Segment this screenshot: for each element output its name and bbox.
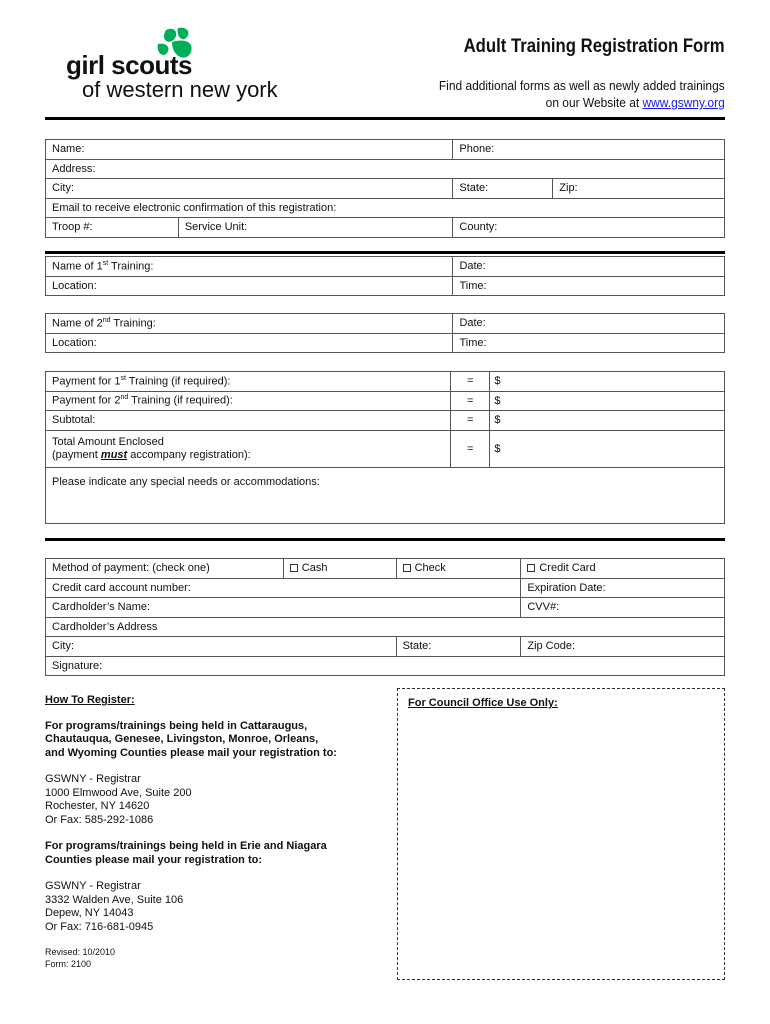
training-2-time-field[interactable]: Time: — [453, 333, 725, 353]
address-1-line-1: GSWNY - Registrar — [45, 773, 141, 785]
form-footer — [45, 947, 385, 970]
cash-checkbox[interactable] — [290, 564, 298, 572]
training-1-time-field[interactable]: Time: — [453, 276, 725, 296]
special-needs-label: Please indicate any special needs or accommodations: — [52, 476, 320, 488]
method-label: Method of payment: (check one) — [46, 559, 284, 579]
subtotal-eq: = — [450, 411, 489, 431]
payment-1-label — [46, 372, 451, 392]
method-table — [45, 558, 725, 676]
address-1-fax: Or Fax: 585-292-1086 — [45, 813, 154, 826]
cash-option[interactable] — [283, 559, 396, 579]
subtitle-line-1: Find additional forms as well as newly added trainings — [439, 78, 725, 93]
address-2-fax: Or Fax: 716-681-0945 — [45, 920, 154, 933]
special-needs-field[interactable] — [45, 467, 725, 524]
payment-2-post: Training (if required): — [128, 395, 233, 408]
check-option[interactable] — [396, 559, 521, 579]
cvv-field[interactable]: CVV#: — [521, 598, 725, 618]
card-state-field[interactable]: State: — [396, 637, 521, 657]
payment-1-pre: Payment for 1 — [52, 375, 121, 388]
howto-block-1-line-2: Chautauqua, Genesee, Livingston, Monroe, Orleans, — [45, 733, 319, 745]
zip-field[interactable]: Zip: — [553, 179, 725, 199]
howto-block-2 — [45, 840, 385, 867]
training-2-name-field[interactable] — [46, 314, 453, 334]
page-title: Adult Training Registration Form — [463, 36, 725, 57]
total-line-2-post: accompany registration): — [127, 448, 251, 461]
credit-checkbox[interactable] — [527, 564, 535, 572]
training-1-sup: st — [102, 259, 109, 267]
expiration-field[interactable]: Expiration Date: — [521, 578, 725, 598]
payment-1-sup: st — [120, 374, 126, 382]
check-checkbox[interactable] — [403, 564, 411, 572]
payment-2-pre: Payment for 2 — [52, 395, 121, 408]
city-field[interactable]: City: — [46, 179, 453, 199]
howto-heading: How To Register: — [45, 694, 135, 706]
total-amount-field[interactable]: $ — [490, 430, 725, 467]
revised-date: Revised: 10/2010 — [45, 947, 116, 957]
payment-table — [45, 371, 725, 468]
howto-block-2-line-2: Counties please mail your registration to: — [45, 853, 262, 866]
form-number: Form: 2100 — [45, 958, 92, 969]
credit-label: Credit Card — [539, 562, 596, 575]
total-eq: = — [450, 430, 489, 467]
training-2-table — [45, 313, 725, 353]
payment-2-sup: nd — [120, 394, 129, 402]
payment-2-amount-field[interactable]: $ — [490, 391, 725, 411]
total-line-1: Total Amount Enclosed — [52, 435, 164, 448]
payment-2-eq: = — [450, 391, 489, 411]
training-2-name-pre: Name of 2 — [52, 317, 103, 330]
address-rochester — [45, 773, 385, 827]
subtotal-label: Subtotal: — [46, 411, 451, 431]
subtitle-line-2 — [439, 94, 725, 111]
contact-table — [45, 139, 725, 238]
service-unit-field[interactable]: Service Unit: — [178, 218, 453, 238]
training-1-date-field[interactable]: Date: — [453, 257, 725, 277]
howto-block-1-line-3: and Wyoming Counties please mail your registration to: — [45, 746, 337, 759]
training-2-location-field[interactable]: Location: — [46, 333, 453, 353]
address-2-line-3: Depew, NY 14043 — [45, 907, 134, 919]
howto-block-2-line-1: For programs/trainings being held in Erie and Niagara — [45, 840, 327, 852]
email-field[interactable]: Email to receive electronic confirmation of this registration: — [46, 198, 725, 218]
training-1-location-field[interactable]: Location: — [46, 276, 453, 296]
training-2-name-post: Training: — [110, 317, 156, 330]
address-1-line-3: Rochester, NY 14620 — [45, 800, 150, 812]
training-1-name-pre: Name of 1 — [52, 260, 103, 273]
payment-2-label — [46, 391, 451, 411]
training-2-sup: nd — [102, 316, 111, 324]
section-rule-2 — [45, 538, 725, 541]
council-use-label: For Council Office Use Only: — [408, 697, 558, 709]
address-2-line-1: GSWNY - Registrar — [45, 880, 141, 892]
training-1-name-field[interactable] — [46, 257, 453, 277]
payment-1-amount-field[interactable]: $ — [490, 372, 725, 392]
council-use-box — [397, 688, 725, 980]
how-to-register — [45, 694, 385, 970]
credit-option[interactable] — [521, 559, 725, 579]
section-rule-1 — [45, 251, 725, 254]
card-zip-field[interactable]: Zip Code: — [521, 637, 725, 657]
name-field[interactable]: Name: — [46, 140, 453, 160]
total-line-2-pre: (payment — [52, 448, 101, 461]
troop-field[interactable]: Troop #: — [46, 218, 179, 238]
state-field[interactable]: State: — [453, 179, 553, 199]
address-depew — [45, 880, 385, 934]
payment-1-eq: = — [450, 372, 489, 392]
total-label — [46, 430, 451, 467]
county-field[interactable]: County: — [453, 218, 725, 238]
cc-number-field[interactable]: Credit card account number: — [46, 578, 521, 598]
total-line-2 — [52, 449, 444, 462]
training-1-table — [45, 256, 725, 296]
page-subtitle — [439, 77, 725, 111]
howto-block-1 — [45, 720, 385, 761]
address-2-line-2: 3332 Walden Ave, Suite 106 — [45, 893, 184, 906]
header-rule — [45, 117, 725, 120]
training-2-date-field[interactable]: Date: — [453, 314, 725, 334]
check-label: Check — [414, 562, 446, 575]
website-link[interactable]: www.gswny.org — [642, 95, 725, 110]
address-field[interactable]: Address: — [46, 159, 725, 179]
howto-block-1-line-1: For programs/trainings being held in Cattaraugus, — [45, 719, 308, 732]
subtitle-prefix: on our Website at — [545, 95, 643, 110]
cardholder-address-field[interactable]: Cardholder’s Address — [46, 617, 725, 637]
cardholder-name-field[interactable]: Cardholder’s Name: — [46, 598, 521, 618]
phone-field[interactable]: Phone: — [453, 140, 725, 160]
total-line-2-emphasis: must — [100, 448, 128, 461]
address-1-line-2: 1000 Elmwood Ave, Suite 200 — [45, 786, 192, 799]
logo-text-western-new-york: of western new york — [82, 77, 278, 102]
card-city-field[interactable]: City: — [46, 637, 397, 657]
payment-1-post: Training (if required): — [125, 375, 231, 388]
logo-text-girl-scouts: girl scouts — [66, 50, 192, 80]
subtotal-amount-field[interactable]: $ — [490, 411, 725, 431]
training-1-name-post: Training: — [108, 260, 154, 273]
signature-field[interactable]: Signature: — [46, 656, 725, 676]
cash-label: Cash — [301, 562, 328, 575]
